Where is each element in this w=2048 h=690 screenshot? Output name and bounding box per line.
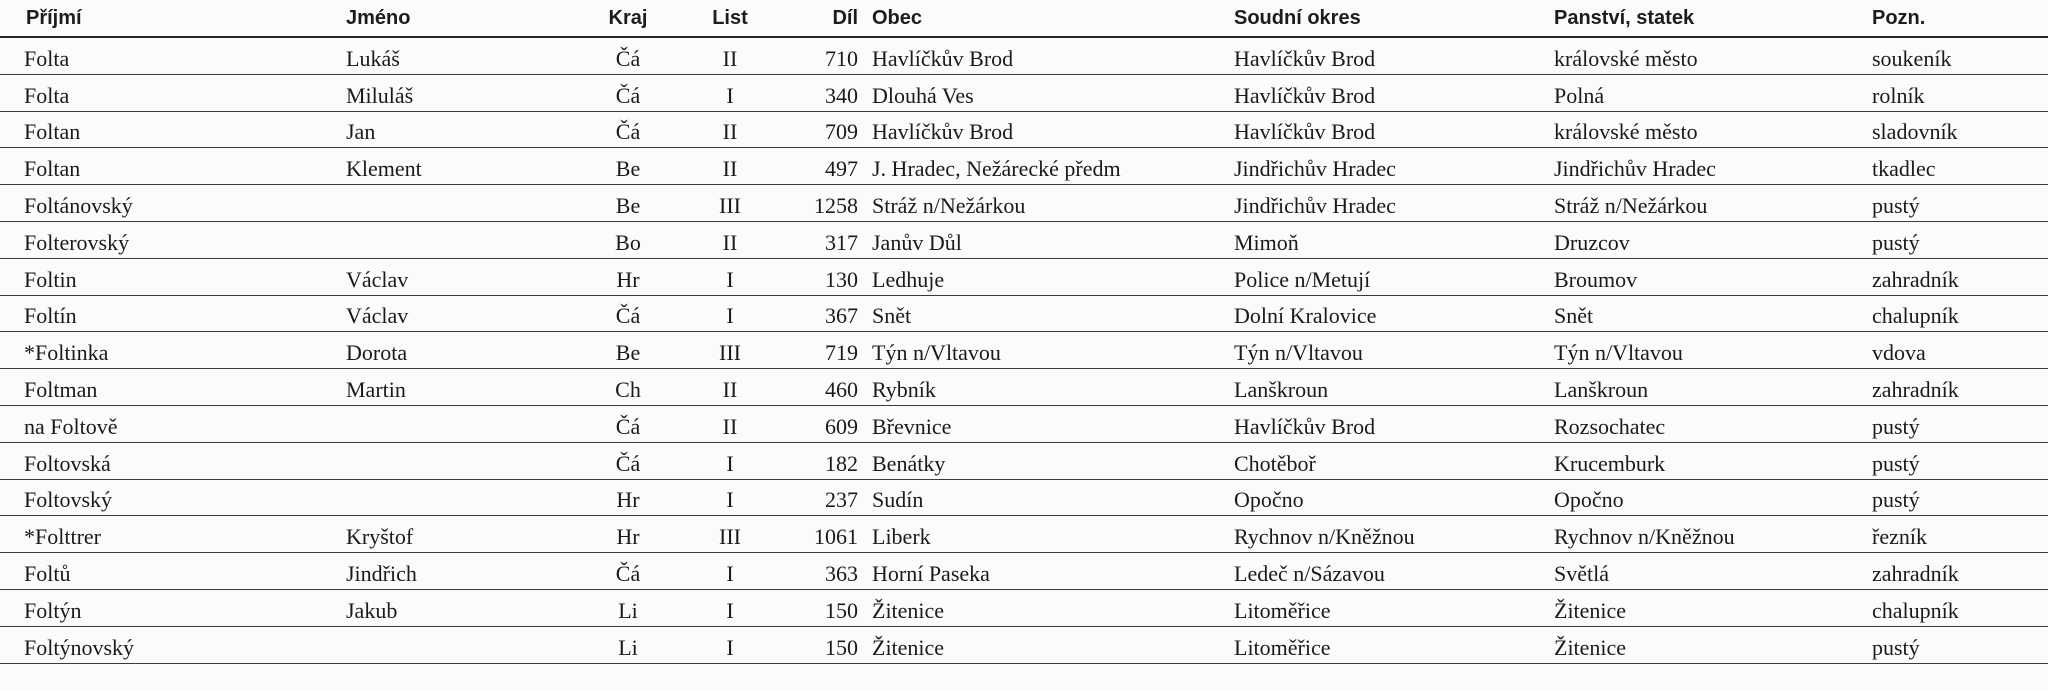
note-cell: zahradník — [1872, 553, 2048, 590]
surname-cell: Foltín — [0, 295, 346, 332]
header-region: Kraj — [576, 0, 680, 37]
region-cell: Hr — [576, 516, 680, 553]
region-cell: Čá — [576, 111, 680, 148]
table-row — [0, 148, 2048, 185]
table-row — [0, 479, 2048, 516]
municipality-cell: Rybník — [872, 369, 1234, 406]
region-cell: Li — [576, 589, 680, 626]
note-cell: chalupník — [1872, 589, 2048, 626]
court-district-cell: Dolní Kralovice — [1234, 295, 1554, 332]
records-body — [0, 37, 2048, 663]
estate-cell: Jindřichův Hradec — [1554, 148, 1872, 185]
first-name-cell: Dorota — [346, 332, 576, 369]
sheet-cell: III — [680, 332, 780, 369]
table-row — [0, 74, 2048, 111]
note-cell: pustý — [1872, 185, 2048, 222]
surname-cell: Folta — [0, 74, 346, 111]
header-court-district: Soudní okres — [1234, 0, 1554, 37]
part-cell: 609 — [780, 405, 872, 442]
estate-cell: Opočno — [1554, 479, 1872, 516]
estate-cell: Krucemburk — [1554, 442, 1872, 479]
surname-cell: Foltovská — [0, 442, 346, 479]
part-cell: 710 — [780, 37, 872, 74]
note-cell: pustý — [1872, 442, 2048, 479]
first-name-cell — [346, 185, 576, 222]
note-cell: pustý — [1872, 405, 2048, 442]
municipality-cell: Týn n/Vltavou — [872, 332, 1234, 369]
surname-cell: *Folttrer — [0, 516, 346, 553]
table-row — [0, 589, 2048, 626]
surname-cell: Foltovský — [0, 479, 346, 516]
sheet-cell: II — [680, 221, 780, 258]
note-cell: zahradník — [1872, 369, 2048, 406]
note-cell: řezník — [1872, 516, 2048, 553]
municipality-cell: Benátky — [872, 442, 1234, 479]
part-cell: 363 — [780, 553, 872, 590]
part-cell: 367 — [780, 295, 872, 332]
part-cell: 317 — [780, 221, 872, 258]
surname-cell: Foltan — [0, 148, 346, 185]
municipality-cell: Havlíčkův Brod — [872, 111, 1234, 148]
municipality-cell: Žitenice — [872, 589, 1234, 626]
first-name-cell: Miluláš — [346, 74, 576, 111]
header-municipality: Obec — [872, 0, 1234, 37]
note-cell: soukeník — [1872, 37, 2048, 74]
sheet-cell: I — [680, 258, 780, 295]
header-row — [0, 0, 2048, 37]
court-district-cell: Rychnov n/Kněžnou — [1234, 516, 1554, 553]
estate-cell: Žitenice — [1554, 589, 1872, 626]
surname-cell: Foltman — [0, 369, 346, 406]
table-row — [0, 221, 2048, 258]
court-district-cell: Mimoň — [1234, 221, 1554, 258]
sheet-cell: II — [680, 111, 780, 148]
part-cell: 1258 — [780, 185, 872, 222]
first-name-cell: Václav — [346, 258, 576, 295]
first-name-cell — [346, 626, 576, 663]
note-cell: pustý — [1872, 479, 2048, 516]
first-name-cell — [346, 405, 576, 442]
first-name-cell: Jan — [346, 111, 576, 148]
table-row — [0, 258, 2048, 295]
header-estate: Panství, statek — [1554, 0, 1872, 37]
estate-cell: Stráž n/Nežárkou — [1554, 185, 1872, 222]
estate-cell: královské město — [1554, 37, 1872, 74]
table-row — [0, 295, 2048, 332]
sheet-cell: I — [680, 589, 780, 626]
municipality-cell: Horní Paseka — [872, 553, 1234, 590]
note-cell: chalupník — [1872, 295, 2048, 332]
part-cell: 719 — [780, 332, 872, 369]
part-cell: 130 — [780, 258, 872, 295]
municipality-cell: J. Hradec, Nežárecké předm — [872, 148, 1234, 185]
municipality-cell: Janův Důl — [872, 221, 1234, 258]
region-cell: Bo — [576, 221, 680, 258]
surname-cell: Foltýnovský — [0, 626, 346, 663]
region-cell: Be — [576, 332, 680, 369]
estate-cell: Rozsochatec — [1554, 405, 1872, 442]
court-district-cell: Týn n/Vltavou — [1234, 332, 1554, 369]
surname-cell: Foltů — [0, 553, 346, 590]
first-name-cell — [346, 221, 576, 258]
estate-cell: Snět — [1554, 295, 1872, 332]
court-district-cell: Havlíčkův Brod — [1234, 74, 1554, 111]
note-cell: vdova — [1872, 332, 2048, 369]
note-cell: rolník — [1872, 74, 2048, 111]
region-cell: Čá — [576, 37, 680, 74]
sheet-cell: I — [680, 626, 780, 663]
table-row — [0, 37, 2048, 74]
part-cell: 709 — [780, 111, 872, 148]
sheet-cell: II — [680, 148, 780, 185]
municipality-cell: Sudín — [872, 479, 1234, 516]
note-cell: pustý — [1872, 221, 2048, 258]
header-part: Díl — [780, 0, 872, 37]
part-cell: 150 — [780, 626, 872, 663]
municipality-cell: Stráž n/Nežárkou — [872, 185, 1234, 222]
first-name-cell — [346, 442, 576, 479]
estate-cell: Rychnov n/Kněžnou — [1554, 516, 1872, 553]
sheet-cell: II — [680, 405, 780, 442]
court-district-cell: Litoměřice — [1234, 589, 1554, 626]
header-surname: Příjmí — [0, 0, 346, 37]
surname-cell: na Foltově — [0, 405, 346, 442]
region-cell: Hr — [576, 258, 680, 295]
estate-cell: Polná — [1554, 74, 1872, 111]
court-district-cell: Jindřichův Hradec — [1234, 185, 1554, 222]
surname-cell: Foltan — [0, 111, 346, 148]
surname-cell: *Foltinka — [0, 332, 346, 369]
estate-cell: Světlá — [1554, 553, 1872, 590]
surname-cell: Folta — [0, 37, 346, 74]
estate-cell: Lanškroun — [1554, 369, 1872, 406]
first-name-cell: Klement — [346, 148, 576, 185]
header-first-name: Jméno — [346, 0, 576, 37]
court-district-cell: Havlíčkův Brod — [1234, 37, 1554, 74]
table-row — [0, 111, 2048, 148]
surname-cell: Foltýn — [0, 589, 346, 626]
court-district-cell: Havlíčkův Brod — [1234, 405, 1554, 442]
municipality-cell: Dlouhá Ves — [872, 74, 1234, 111]
table-row — [0, 442, 2048, 479]
surname-cell: Folterovský — [0, 221, 346, 258]
court-district-cell: Lanškroun — [1234, 369, 1554, 406]
first-name-cell: Jakub — [346, 589, 576, 626]
note-cell: pustý — [1872, 626, 2048, 663]
first-name-cell — [346, 479, 576, 516]
sheet-cell: II — [680, 37, 780, 74]
note-cell: zahradník — [1872, 258, 2048, 295]
part-cell: 497 — [780, 148, 872, 185]
municipality-cell: Snět — [872, 295, 1234, 332]
municipality-cell: Břevnice — [872, 405, 1234, 442]
table-row — [0, 405, 2048, 442]
note-cell: sladovník — [1872, 111, 2048, 148]
sheet-cell: I — [680, 295, 780, 332]
sheet-cell: I — [680, 74, 780, 111]
court-district-cell: Litoměřice — [1234, 626, 1554, 663]
table-row — [0, 332, 2048, 369]
table-row — [0, 369, 2048, 406]
region-cell: Čá — [576, 74, 680, 111]
sheet-cell: II — [680, 369, 780, 406]
municipality-cell: Ledhuje — [872, 258, 1234, 295]
surname-cell: Foltin — [0, 258, 346, 295]
region-cell: Čá — [576, 553, 680, 590]
region-cell: Be — [576, 148, 680, 185]
court-district-cell: Jindřichův Hradec — [1234, 148, 1554, 185]
estate-cell: Druzcov — [1554, 221, 1872, 258]
table-row — [0, 516, 2048, 553]
sheet-cell: I — [680, 442, 780, 479]
court-district-cell: Police n/Metují — [1234, 258, 1554, 295]
table-row — [0, 185, 2048, 222]
first-name-cell: Martin — [346, 369, 576, 406]
region-cell: Li — [576, 626, 680, 663]
part-cell: 237 — [780, 479, 872, 516]
sheet-cell: I — [680, 553, 780, 590]
estate-cell: Broumov — [1554, 258, 1872, 295]
table-row — [0, 626, 2048, 663]
note-cell: tkadlec — [1872, 148, 2048, 185]
part-cell: 460 — [780, 369, 872, 406]
part-cell: 340 — [780, 74, 872, 111]
region-cell: Ch — [576, 369, 680, 406]
part-cell: 150 — [780, 589, 872, 626]
court-district-cell: Chotěboř — [1234, 442, 1554, 479]
court-district-cell: Havlíčkův Brod — [1234, 111, 1554, 148]
sheet-cell: III — [680, 516, 780, 553]
header-sheet: List — [680, 0, 780, 37]
region-cell: Hr — [576, 479, 680, 516]
municipality-cell: Havlíčkův Brod — [872, 37, 1234, 74]
first-name-cell: Kryštof — [346, 516, 576, 553]
first-name-cell: Václav — [346, 295, 576, 332]
region-cell: Čá — [576, 442, 680, 479]
sheet-cell: III — [680, 185, 780, 222]
sheet-cell: I — [680, 479, 780, 516]
region-cell: Čá — [576, 295, 680, 332]
part-cell: 182 — [780, 442, 872, 479]
surname-cell: Foltánovský — [0, 185, 346, 222]
court-district-cell: Ledeč n/Sázavou — [1234, 553, 1554, 590]
table-row — [0, 553, 2048, 590]
first-name-cell: Lukáš — [346, 37, 576, 74]
municipality-cell: Žitenice — [872, 626, 1234, 663]
estate-cell: Žitenice — [1554, 626, 1872, 663]
region-cell: Čá — [576, 405, 680, 442]
estate-cell: Týn n/Vltavou — [1554, 332, 1872, 369]
region-cell: Be — [576, 185, 680, 222]
court-district-cell: Opočno — [1234, 479, 1554, 516]
part-cell: 1061 — [780, 516, 872, 553]
first-name-cell: Jindřich — [346, 553, 576, 590]
header-note: Pozn. — [1872, 0, 2048, 37]
estate-cell: královské město — [1554, 111, 1872, 148]
municipality-cell: Liberk — [872, 516, 1234, 553]
